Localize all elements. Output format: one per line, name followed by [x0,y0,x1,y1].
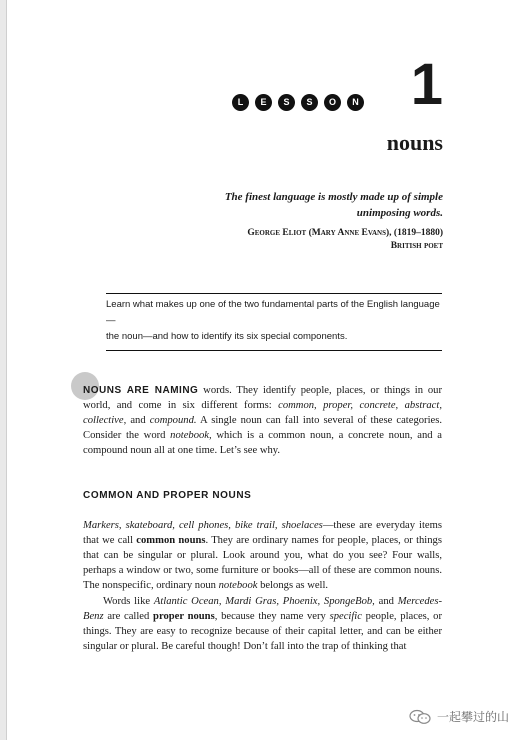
text-run: words. They identify people, places, or things in our world, and come in six different forms: [83,385,443,411]
lesson-label [232,94,364,111]
lesson-letter: N [347,94,364,111]
emphasis: Markers, skateboard, cell phones, bike trail, shoelaces [83,520,323,531]
epigraph-author: George Eliot (Mary Anne Evans), (1819–1880) [247,228,443,238]
lesson-number: 1 [410,52,443,117]
chapter-title: nouns [386,130,443,155]
emphasis: Atlantic Ocean, Mardi Gras, Phoenix, SpongeBob, [153,596,375,607]
wechat-icon [409,709,431,725]
intro-paragraph [83,383,442,458]
epigraph [183,189,443,253]
text-run: Words like [103,596,154,607]
lesson-objective-box [106,293,442,351]
text-run: . They are ordinary names for people, places, or things that can be singular or plural. Look around you, what do you see? Four walls, perhaps a window or two, some furniture or books—all of these are common nouns. The nonspecific, ordinary noun [83,535,442,591]
objective-line: Learn what makes up one of the two fundamental parts of the English language— [106,299,440,326]
key-term: common nouns [136,535,206,546]
emphasis: compound. [149,415,197,426]
emphasis: Mercedes-Benz [83,596,443,622]
emphasis: notebook [218,580,258,591]
section-heading: COMMON AND PROPER NOUNS [83,490,252,501]
text-run: which is a common noun, a concrete noun, and a compound noun all at one time. Let’s see why. [83,430,442,456]
lead-in: NOUNS ARE NAMING [83,385,199,396]
epigraph-quote-line: unimposing words. [356,207,443,219]
emphasis: specific [329,611,362,622]
text-run: , because they name very [214,611,330,622]
emphasis: notebook, [170,430,212,441]
epigraph-quote [183,189,443,221]
text-run: people, places, or things. They are easy to recognize because of their capital letter, and can be either singular or plural. Be careful though! Don’t fall into the trap of thinking that [83,611,442,652]
page-edge-line [6,0,7,740]
common-nouns-paragraph [83,518,442,593]
lesson-letter: S [278,94,295,111]
text-run: —these are everyday items that we call [83,520,443,546]
objective-line: the noun—and how to identify its six special components. [106,331,348,342]
text-run: are called [103,611,154,622]
text-run: and [374,596,398,607]
emphasis: common, proper, concrete, abstract, collective, [83,400,442,426]
proper-nouns-paragraph [83,594,442,654]
epigraph-role: British poet [390,241,443,251]
watermark [409,708,509,725]
text-run: and [126,415,150,426]
epigraph-quote-line: The finest language is mostly made up of simple [224,191,443,203]
text-run: A single noun can fall into several of these categories. Consider the word [83,415,442,441]
lesson-letter: E [255,94,272,111]
key-term: proper nouns [153,611,215,622]
text-run: belongs as well. [257,580,329,591]
watermark-text: 一起攀过的山 [436,710,509,724]
lesson-letter: L [232,94,249,111]
lesson-letter: S [301,94,318,111]
lesson-letter: O [324,94,341,111]
